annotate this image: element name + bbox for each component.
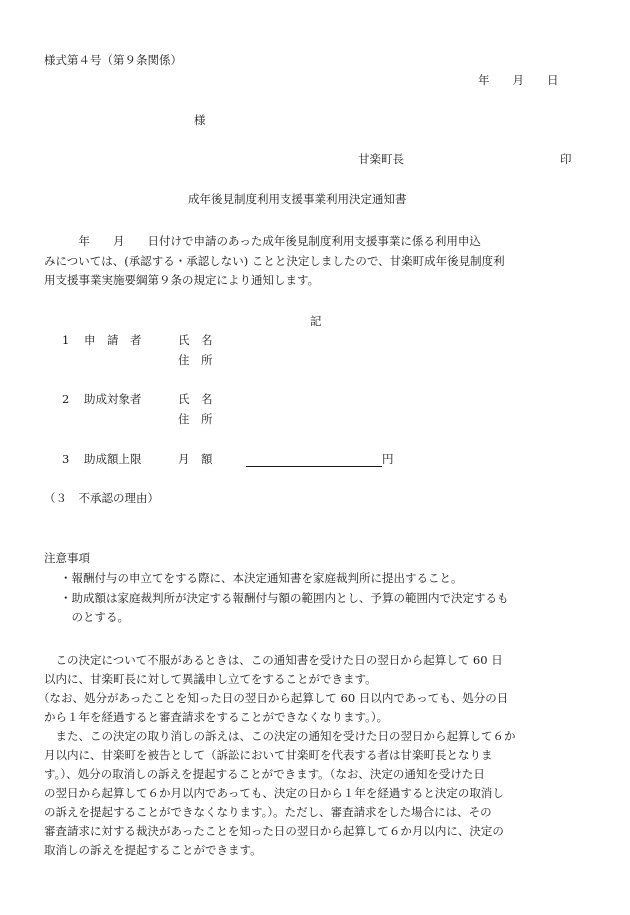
field-address-row (178, 355, 213, 367)
document-title: 成年後見制度利用支援事業利用決定通知書 (188, 192, 407, 206)
item-subsidy-limit (62, 454, 394, 467)
field-monthly-label: 月 額 (178, 452, 213, 466)
appeal-line-5: また、この決定の取り消しの訴えは、この決定の通知を受けた日の翌日から起算して６か (44, 729, 516, 743)
appeal-line-11: 取消しの訴えを提起することができます。 (44, 843, 262, 857)
item-number: 2 (62, 392, 70, 406)
note-item-1: ・報酬付与の申立てをする際に、本決定通知書を家庭裁判所に提出すること。 (60, 571, 463, 585)
item-number: 3 (62, 452, 70, 466)
amount-blank-line (246, 454, 382, 467)
seal-mark: 印 (560, 152, 572, 166)
item-number: 1 (62, 333, 70, 347)
appeal-line-4: から１年を経過すると審査請求をすることができなくなります。）。 (44, 710, 389, 724)
appeal-line-7: す。）、処分の取消しの訴えを提起することができます。（なお、決定の通知を受けた日 (44, 767, 485, 781)
item-label: 助成対象者 (84, 392, 142, 406)
note-item-2: ・助成額は家庭裁判所が決定する報酬付与額の範囲内とし、予算の範囲内で決定するも (60, 591, 509, 605)
field-name-label: 氏 名 (178, 333, 213, 347)
item-subsidy-target (62, 394, 238, 406)
rejection-reason: （３ 不承認の理由） (44, 491, 159, 505)
note-item-2-cont: のとする。 (60, 610, 129, 624)
item-applicant (62, 335, 238, 347)
item-label: 助成額上限 (84, 452, 142, 466)
form-number: 様式第４号（第９条関係） (44, 53, 182, 67)
field-address-label: 住 所 (178, 412, 213, 426)
appeal-line-3: （なお、処分があったことを知った日の翌日から起算して 60 日以内であっても、処分の日 (38, 691, 509, 705)
intro-line-2: みについては、(承認する・承認しない) ことと決定しましたので、甘楽町成年後見制度利 (44, 254, 505, 268)
appeal-line-1: この決定について不服があるときは、この通知書を受けた日の翌日から起算して 60 日 (44, 653, 503, 667)
field-name-label: 氏 名 (178, 392, 213, 406)
appeal-line-8: の翌日から起算して６か月以内であっても、決定の日から１年を経過すると決定の取消し (44, 786, 504, 800)
notes-heading: 注意事項 (44, 551, 90, 565)
addressee-honorific: 様 (194, 113, 206, 127)
appeal-line-9: の訴えを提起することができなくなります。）。ただし、審査請求をした場合には、その (44, 805, 492, 819)
intro-line-3: 用支援事業実施要綱第９条の規定により通知します。 (44, 273, 320, 287)
ki-heading: 記 (310, 314, 322, 328)
field-address-label: 住 所 (178, 353, 213, 367)
intro-line-1: 年 月 日付けで申請のあった成年後見制度利用支援事業に係る利用申込 (44, 234, 481, 248)
appeal-line-10: 審査請求に対する裁決があったことを知った日の翌日から起算して６か月以内に、決定の (44, 824, 504, 838)
appeal-line-2: 以内に、甘楽町長に対して異議申し立てをすることができます。 (44, 672, 377, 686)
item-label: 申 請 者 (84, 333, 142, 347)
issuer-title: 甘楽町長 (358, 152, 404, 166)
yen-unit: 円 (382, 452, 394, 466)
field-address-row (178, 414, 213, 426)
date-line: 年 月 日 (478, 73, 559, 87)
appeal-line-6: 月以内に、甘楽町を被告として（訴訟において甘楽町を代表する者は甘楽町長となりま (44, 748, 493, 762)
